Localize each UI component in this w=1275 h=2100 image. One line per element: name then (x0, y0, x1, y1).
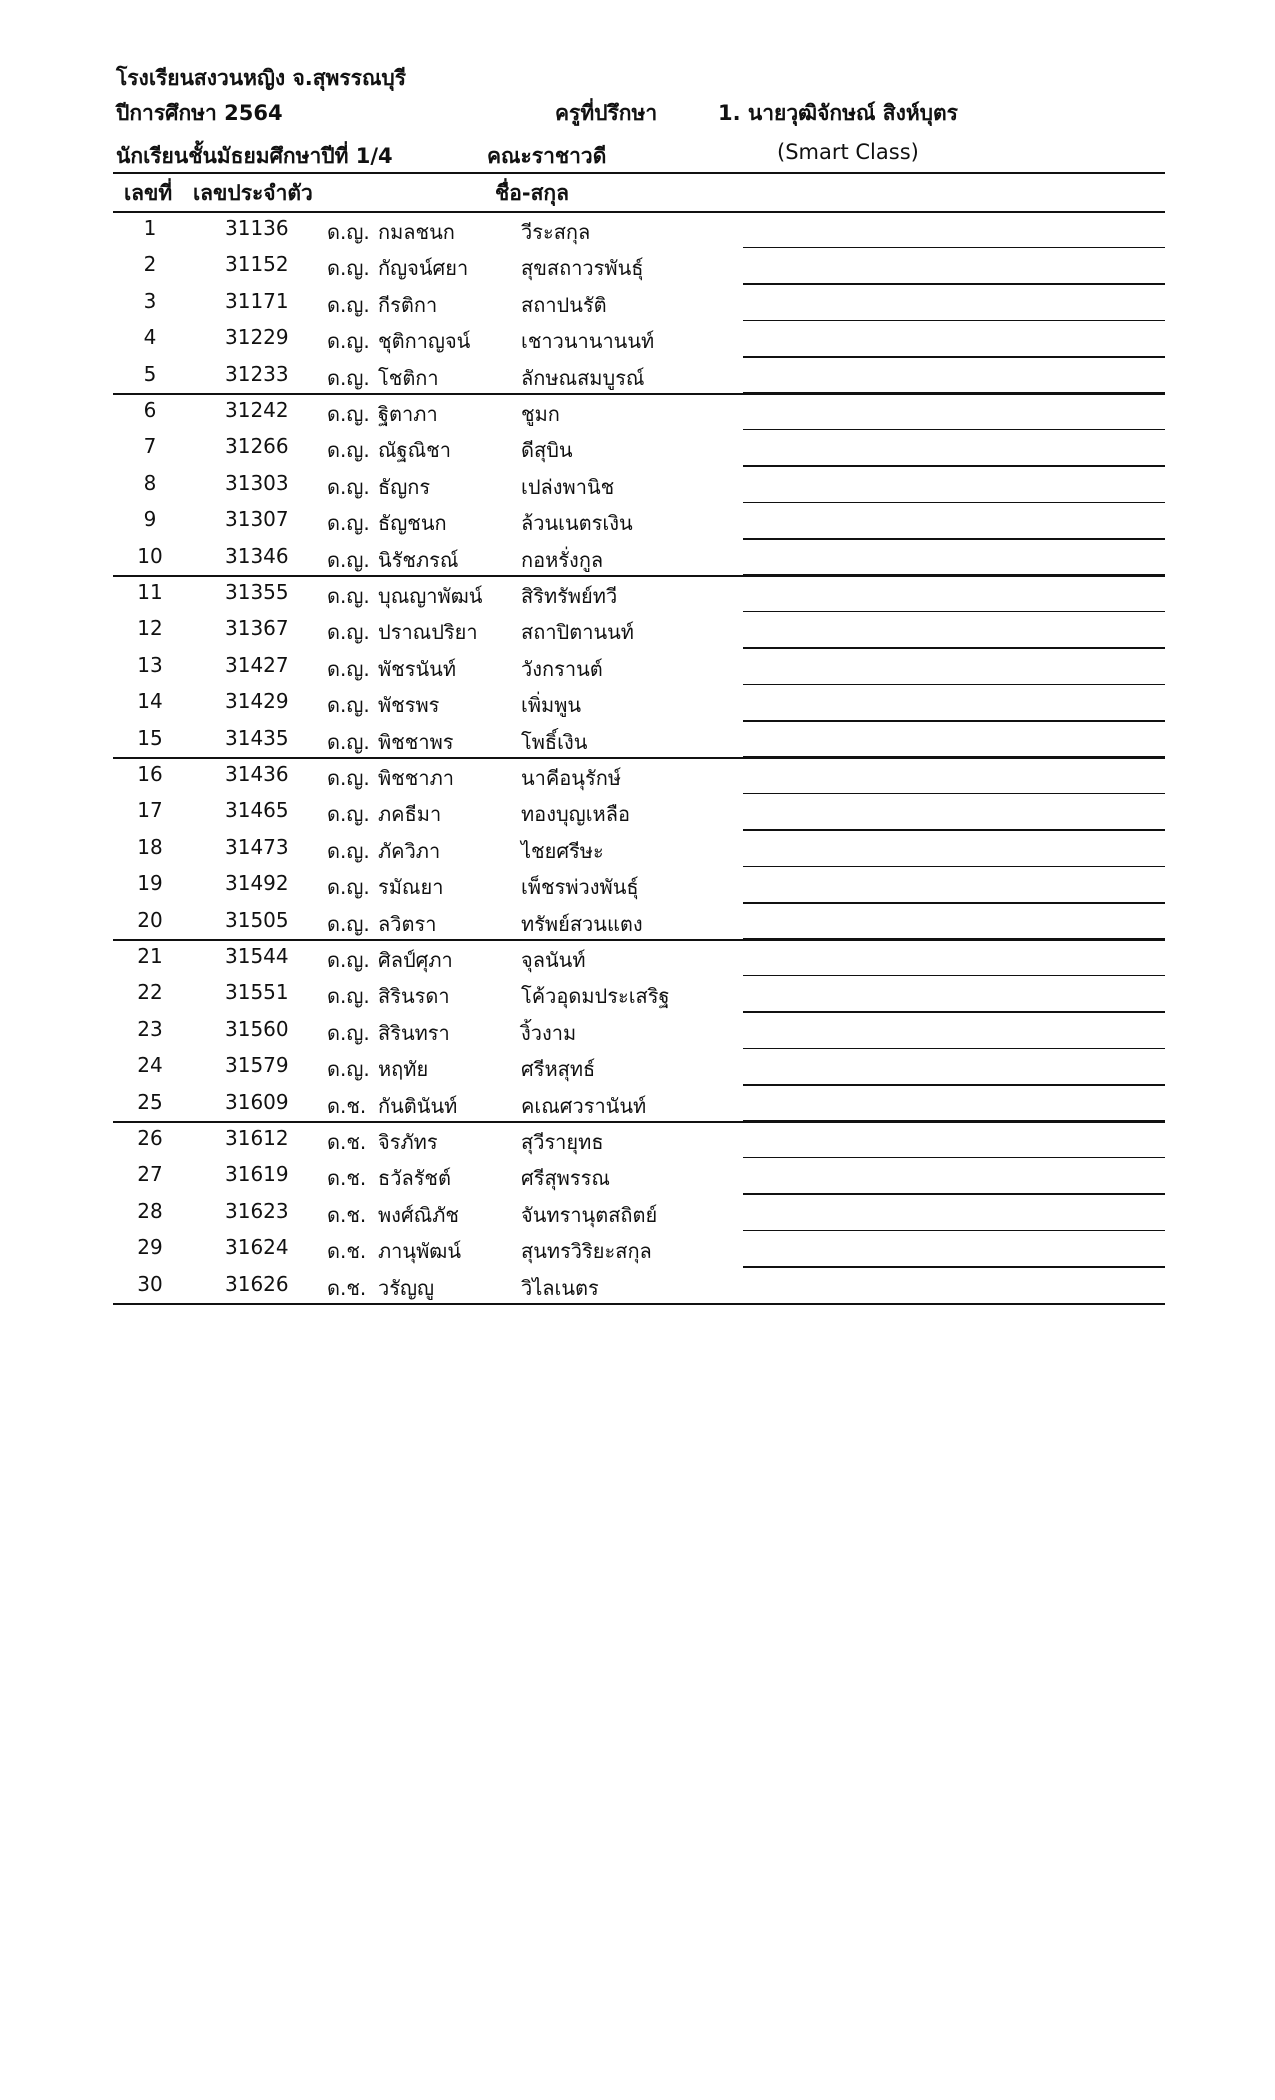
table-row (0, 285, 1275, 321)
advisor-label: ครูที่ปรึกษา (555, 101, 658, 125)
student-number: 13 (137, 652, 163, 677)
table-row (0, 794, 1275, 830)
student-id: 31623 (225, 1198, 289, 1223)
table-row (0, 430, 1275, 466)
first-name: บุณญาพัฒน์ (378, 584, 483, 608)
first-name: ภคธีมา (378, 802, 442, 827)
first-name: จิรภัทร (378, 1130, 438, 1154)
table-row (0, 976, 1275, 1012)
table-row (0, 758, 1275, 794)
school-name: โรงเรียนสงวนหญิง จ.สุพรรณบุรี (116, 66, 407, 90)
first-name: นิรัชภรณ์ (378, 547, 459, 572)
name-prefix: ด.ญ. (327, 1057, 370, 1082)
first-name: กีรติกา (378, 292, 438, 317)
name-prefix: ด.ญ. (327, 802, 370, 827)
name-prefix: ด.ญ. (327, 329, 370, 354)
first-name: ภัควิภา (378, 838, 441, 863)
name-prefix: ด.ญ. (327, 365, 370, 390)
first-name: ธวัลรัชต์ (378, 1166, 451, 1191)
first-name: ปราณปริยา (378, 620, 478, 645)
last-name: เปล่งพานิช (521, 474, 615, 499)
last-name: วังกรานต์ (521, 656, 603, 681)
table-row (0, 940, 1275, 976)
first-name: วรัญญู (378, 1275, 435, 1300)
name-prefix: ด.ช. (327, 1275, 367, 1300)
table-row (0, 722, 1275, 758)
advisor-name: 1. นายวุฒิจักษณ์ สิงห์บุตร (718, 101, 958, 125)
name-prefix: ด.ญ. (327, 948, 370, 972)
class-label: นักเรียนชั้นมัธยมศึกษาปีที่ 1/4 (116, 144, 393, 168)
last-name: ทรัพย์สวนแตง (521, 911, 643, 936)
table-row (0, 612, 1275, 648)
table-row (0, 1013, 1275, 1049)
first-name: กันตินันท์ (378, 1093, 458, 1118)
last-name: จุลนันท์ (521, 948, 586, 972)
first-name: ภานุพัฒน์ (378, 1239, 462, 1264)
first-name: ลวิตรา (378, 911, 437, 936)
student-number: 8 (143, 470, 157, 495)
table-row (0, 576, 1275, 612)
student-id: 31505 (225, 907, 289, 932)
first-name: พัชรพร (378, 693, 440, 718)
student-id: 31619 (225, 1162, 289, 1187)
student-id: 31492 (225, 871, 289, 896)
column-header-no: เลขที่ (124, 181, 173, 205)
student-number: 24 (137, 1053, 163, 1078)
first-name: ธัญกร (378, 474, 431, 499)
student-id: 31171 (225, 288, 289, 313)
student-id: 31579 (225, 1053, 289, 1078)
student-id: 31624 (225, 1235, 289, 1260)
first-name: พิชชาพร (378, 729, 454, 754)
name-prefix: ด.ญ. (327, 656, 370, 681)
first-name: สิรินทรา (378, 1020, 450, 1045)
student-id: 31307 (225, 507, 289, 532)
table-bottom-rule (113, 1303, 1165, 1305)
student-id: 31152 (225, 252, 289, 277)
name-prefix: ด.ญ. (327, 292, 370, 317)
table-row (0, 685, 1275, 721)
student-number: 2 (143, 252, 157, 277)
student-number: 7 (143, 434, 157, 459)
last-name: สถาปิตานนท์ (521, 620, 634, 645)
student-id: 31346 (225, 543, 289, 568)
student-number: 22 (137, 980, 163, 1005)
student-number: 25 (137, 1089, 163, 1114)
table-row (0, 394, 1275, 430)
table-row (0, 212, 1275, 248)
last-name: โค้วอุดมประเสริฐ (521, 984, 670, 1009)
last-name: ชูมก (521, 402, 560, 426)
last-name: ศรีสุพรรณ (521, 1166, 610, 1191)
last-name: ล้วนเนตรเงิน (521, 511, 633, 536)
first-name: ธัญชนก (378, 511, 447, 536)
student-id: 31355 (225, 580, 289, 604)
table-row (0, 321, 1275, 357)
name-prefix: ด.ญ. (327, 984, 370, 1009)
last-name: สุขสถาวรพันธุ์ (521, 256, 644, 281)
student-id: 31229 (225, 325, 289, 350)
table-row (0, 649, 1275, 685)
name-prefix: ด.ญ. (327, 584, 370, 608)
student-id: 31436 (225, 762, 289, 786)
student-number: 15 (137, 725, 163, 750)
table-row (0, 1158, 1275, 1194)
academic-year: ปีการศึกษา 2564 (116, 101, 283, 125)
student-number: 3 (143, 288, 157, 313)
student-number: 16 (137, 762, 163, 786)
student-number: 20 (137, 907, 163, 932)
name-prefix: ด.ญ. (327, 766, 370, 790)
first-name: ณัฐณิชา (378, 438, 451, 463)
student-number: 30 (137, 1271, 163, 1296)
student-number: 29 (137, 1235, 163, 1260)
student-id: 31233 (225, 361, 289, 386)
last-name: สิริทรัพย์ทวี (521, 584, 618, 608)
student-number: 28 (137, 1198, 163, 1223)
student-id: 31544 (225, 944, 289, 968)
student-number: 18 (137, 834, 163, 859)
student-id: 31435 (225, 725, 289, 750)
first-name: หฤทัย (378, 1057, 429, 1082)
student-number: 27 (137, 1162, 163, 1187)
table-row (0, 467, 1275, 503)
house-label: คณะราชาวดี (487, 144, 607, 168)
student-number: 4 (143, 325, 157, 350)
student-id: 31609 (225, 1089, 289, 1114)
student-number: 12 (137, 616, 163, 641)
first-name: สิรินรดา (378, 984, 450, 1009)
student-id: 31429 (225, 689, 289, 714)
name-prefix: ด.ญ. (327, 547, 370, 572)
name-prefix: ด.ช. (327, 1239, 367, 1264)
table-top-rule (113, 172, 1165, 174)
name-prefix: ด.ญ. (327, 729, 370, 754)
name-prefix: ด.ญ. (327, 1020, 370, 1045)
name-prefix: ด.ญ. (327, 838, 370, 863)
first-name: พัชรนันท์ (378, 656, 457, 681)
student-id: 31551 (225, 980, 289, 1005)
name-prefix: ด.ญ. (327, 256, 370, 281)
student-number: 14 (137, 689, 163, 714)
student-number: 26 (137, 1126, 163, 1150)
last-name: เพ็ชรพ่วงพันธุ์ (521, 875, 639, 900)
first-name: กัญจน์ศยา (378, 256, 469, 281)
last-name: วิไลเนตร (521, 1275, 599, 1300)
last-name: ทองบุญเหลือ (521, 802, 630, 827)
student-number: 17 (137, 798, 163, 823)
last-name: วีระสกุล (521, 220, 591, 244)
table-row (0, 1049, 1275, 1085)
table-row (0, 1231, 1275, 1267)
last-name: ศรีหสุทธ์ (521, 1057, 596, 1082)
first-name: โชติกา (378, 365, 439, 390)
table-row (0, 540, 1275, 576)
name-prefix: ด.ญ. (327, 875, 370, 900)
student-id: 31136 (225, 216, 289, 240)
table-row (0, 904, 1275, 940)
table-row (0, 1195, 1275, 1231)
name-prefix: ด.ญ. (327, 438, 370, 463)
student-number: 11 (137, 580, 163, 604)
student-id: 31465 (225, 798, 289, 823)
last-name: ไชยศรีษะ (521, 838, 604, 863)
student-id: 31427 (225, 652, 289, 677)
student-id: 31626 (225, 1271, 289, 1296)
student-number: 9 (143, 507, 157, 532)
student-number: 6 (143, 398, 157, 422)
name-prefix: ด.ช. (327, 1166, 367, 1191)
student-number: 5 (143, 361, 157, 386)
student-id: 31367 (225, 616, 289, 641)
last-name: สุวีรายุทธ (521, 1130, 604, 1154)
name-prefix: ด.ช. (327, 1202, 367, 1227)
table-row (0, 248, 1275, 284)
name-prefix: ด.ช. (327, 1130, 367, 1154)
last-name: เชาวนานานนท์ (521, 329, 655, 354)
last-name: ลักษณสมบูรณ์ (521, 365, 645, 390)
last-name: เพิ่มพูน (521, 693, 582, 718)
table-row (0, 1122, 1275, 1158)
student-id: 31612 (225, 1126, 289, 1150)
student-number: 1 (143, 216, 157, 240)
name-prefix: ด.ญ. (327, 474, 370, 499)
last-name: สุนทรวิริยะสกุล (521, 1239, 652, 1264)
name-prefix: ด.ช. (327, 1093, 367, 1118)
last-name: โพธิ์เงิน (521, 729, 588, 754)
student-id: 31473 (225, 834, 289, 859)
student-number: 10 (137, 543, 163, 568)
last-name: ดีสุบิน (521, 438, 573, 463)
last-name: คเณศวรานันท์ (521, 1093, 647, 1118)
name-prefix: ด.ญ. (327, 220, 370, 244)
student-id: 31303 (225, 470, 289, 495)
name-prefix: ด.ญ. (327, 693, 370, 718)
first-name: กมลชนก (378, 220, 455, 244)
student-number: 19 (137, 871, 163, 896)
student-number: 21 (137, 944, 163, 968)
last-name: งิ้วงาม (521, 1020, 577, 1045)
table-row (0, 503, 1275, 539)
table-row (0, 867, 1275, 903)
first-name: รมัณยา (378, 875, 444, 900)
column-header-student-id: เลขประจำตัว (193, 181, 313, 205)
table-row (0, 831, 1275, 867)
student-number: 23 (137, 1016, 163, 1041)
name-prefix: ด.ญ. (327, 911, 370, 936)
first-name: ชุติกาญจน์ (378, 329, 471, 354)
table-row (0, 1086, 1275, 1122)
last-name: จันทรานุตสถิตย์ (521, 1202, 658, 1227)
first-name: ศิลป์ศุภา (378, 948, 453, 972)
name-prefix: ด.ญ. (327, 402, 370, 426)
name-prefix: ด.ญ. (327, 511, 370, 536)
first-name: ฐิตาภา (378, 402, 438, 426)
last-name: สถาปนรัติ (521, 292, 607, 317)
column-header-name: ชื่อ-สกุล (495, 181, 569, 205)
student-id: 31242 (225, 398, 289, 422)
first-name: พงศ์ณิภัช (378, 1202, 459, 1227)
student-id: 31266 (225, 434, 289, 459)
table-row (0, 358, 1275, 394)
table-row (0, 1268, 1275, 1304)
program-label: (Smart Class) (777, 140, 919, 164)
last-name: นาคีอนุรักษ์ (521, 766, 621, 790)
first-name: พิชชาภา (378, 766, 454, 790)
last-name: กอหรั่งกูล (521, 547, 604, 572)
name-prefix: ด.ญ. (327, 620, 370, 645)
student-id: 31560 (225, 1016, 289, 1041)
